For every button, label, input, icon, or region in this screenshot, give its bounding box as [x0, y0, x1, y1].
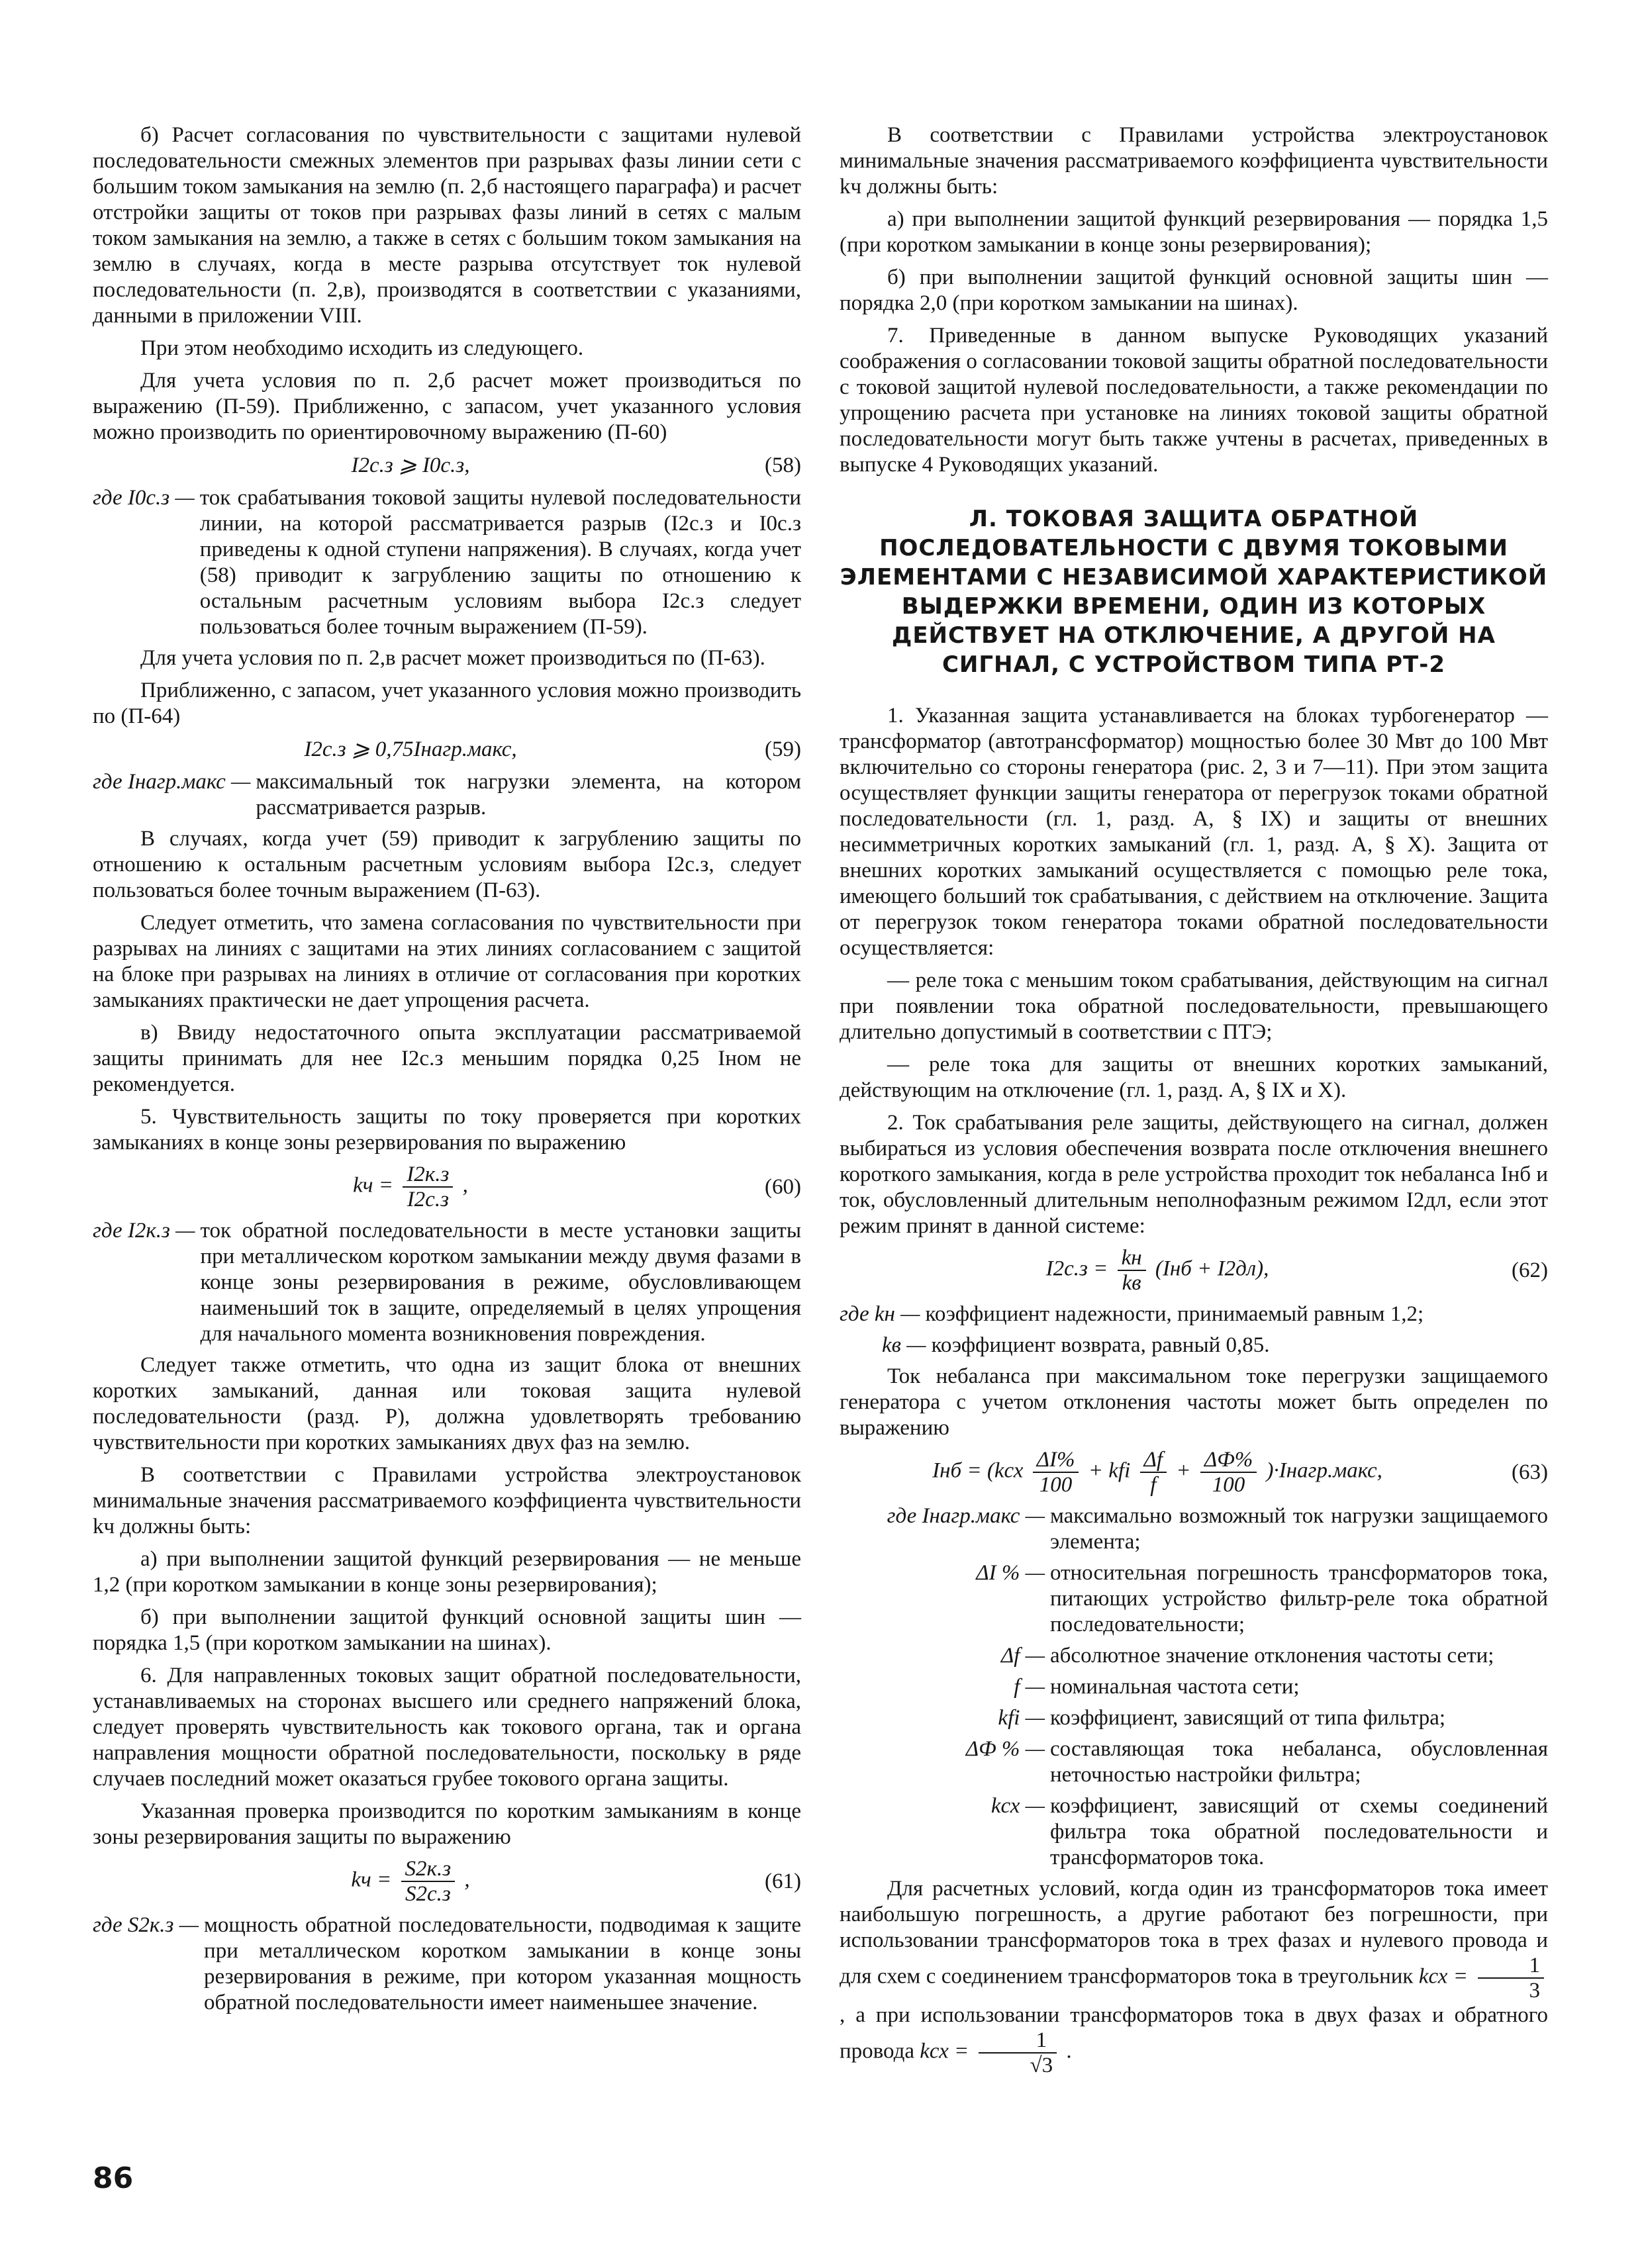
definition-term: где I2к.з — — [93, 1219, 195, 1243]
definition-text: коэффициент надежности, принимаемый равным 1,2; — [925, 1302, 1424, 1326]
paragraph — [840, 1876, 1548, 2077]
definition — [93, 485, 801, 640]
definition-term: где I0с.з — — [93, 486, 195, 510]
fraction-denominator: f — [1150, 1473, 1157, 1497]
paragraph-text: . — [1066, 2039, 1072, 2063]
fraction-denominator: 100 — [1039, 1473, 1073, 1497]
equation-tail: , — [462, 1173, 468, 1198]
paragraph: Ток небаланса при максимальном токе перегрузки защищаемого генератора с учетом отклонения частоты может быть определен по выражению — [840, 1364, 1548, 1440]
fraction — [401, 1857, 456, 1906]
fraction — [1478, 1954, 1545, 2003]
definition-text: составляющая тока небаланса, обусловленная неточностью настройки фильтра; — [1050, 1737, 1548, 1787]
fraction-numerator: ΔI% — [1033, 1448, 1079, 1473]
left-column — [93, 122, 801, 2021]
definition — [840, 1793, 1548, 1871]
equation-tail: )·Iнагр.макс, — [1266, 1458, 1382, 1483]
paragraph: Приближенно, с запасом, учет указанного условия можно производить по (П-64) — [93, 679, 801, 728]
equation-number: (60) — [765, 1175, 801, 1199]
definition — [93, 769, 801, 821]
equation-tail: , — [464, 1867, 470, 1892]
fraction-numerator: S2к.з — [401, 1857, 456, 1882]
right-column — [840, 122, 1548, 2084]
paragraph: 6. Для направленных токовых защит обратной последовательности, устанавливаемых на сторонах высшего или среднего напряжений блока, следует проверять чувствительность как токового органа, так и органа направления мощности обратной последовательности, поскольку в ряде случаев последний может оказаться грубее токового органа защиты. — [93, 1664, 801, 1791]
fraction-numerator: kн — [1118, 1246, 1146, 1271]
definition — [840, 1705, 1548, 1731]
equation-lhs: kч = — [351, 1867, 392, 1892]
definition — [840, 1560, 1548, 1638]
section-heading: Л. ТОКОВАЯ ЗАЩИТА ОБРАТНОЙ ПОСЛЕДОВАТЕЛЬНОСТИ С ДВУМЯ ТОКОВЫМИ ЭЛЕМЕНТАМИ С НЕЗАВИСИМОЙ ХАРАКТЕРИСТИКОЙ ВЫДЕРЖКИ ВРЕМЕНИ, ОДИН ИЗ КОТОРЫХ ДЕЙСТВУЕТ НА ОТКЛЮЧЕНИЕ, А ДРУГОЙ НА СИГНАЛ, С УСТРОЙСТВОМ ТИПА РТ-2 — [840, 506, 1548, 678]
paragraph: В соответствии с Правилами устройства электроустановок минимальные значения рассматриваемого коэффициента чувствительности kч должны быть: — [93, 1463, 801, 1538]
fraction-numerator: 1 — [979, 2028, 1057, 2054]
definition — [840, 1333, 1548, 1358]
definition — [840, 1643, 1548, 1669]
paragraph: Следует отметить, что замена согласования по чувствительности при разрывах на линиях с защитами на этих линиях согласованием с защитой на блоке при разрывах на линиях в отличие от согласования при коротких замыканиях практически не дает упрощения расчета. — [93, 911, 801, 1012]
definition-term: Δf — — [1000, 1644, 1045, 1668]
definition-text: ток срабатывания токовой защиты нулевой последовательности линии, на которой рассматривается разрыв (I2с.з и I0с.з приведены к одной ступени напряжения). В случаях, когда учет (58) приводит к загрублению защиты по отношению к остальным расчетным условиям выбора I2с.з следует пользоваться более точным выражением (П-59). — [199, 486, 801, 639]
fraction — [403, 1162, 453, 1211]
fraction-denominator: I2с.з — [407, 1188, 449, 1211]
definition-term: kсх — — [990, 1794, 1045, 1818]
definition-term: kв — — [882, 1333, 926, 1357]
definition-text: номинальная частота сети; — [1050, 1675, 1300, 1699]
paragraph: Указанная проверка производится по коротким замыканиям в конце зоны резервирования защиты по выражению — [93, 1799, 801, 1849]
equation-body — [93, 1162, 728, 1211]
fraction-denominator: √3 — [1030, 2054, 1053, 2077]
fraction — [1033, 1448, 1079, 1497]
equation-part: + kfi — [1088, 1458, 1131, 1483]
definition-text: максимально возможный ток нагрузки защищаемого элемента; — [1050, 1504, 1548, 1554]
definition-text: относительная погрешность трансформаторов тока, питающих устройство фильтр-реле тока обратной последовательности; — [1050, 1561, 1548, 1636]
definition-term: где Iнагр.макс — — [93, 770, 251, 794]
definition-term: kfi — — [998, 1706, 1045, 1730]
equation-62 — [840, 1246, 1548, 1295]
equation-number: (59) — [765, 737, 801, 761]
paragraph: б) при выполнении защитой функций основной защиты шин — порядка 2,0 (при коротком замыкании на шинах). — [840, 265, 1548, 315]
definition-text: ток обратной последовательности в месте установки защиты при металлическом коротком замыкании между двумя фазами в конце зоны резервирования в режиме, обусловливающем наименьший ток в защите, определяемый в целях упрощения для начального момента возникновения повреждения. — [200, 1219, 801, 1346]
definition — [840, 1503, 1548, 1555]
paragraph: 5. Чувствительность защиты по току проверяется при коротких замыканиях в конце зоны резервирования по выражению — [93, 1105, 801, 1155]
equation-body — [93, 1857, 728, 1906]
paragraph: В случаях, когда учет (59) приводит к загрублению защиты по отношению к остальным расчетным условиям выбора I2с.з, следует пользоваться более точным выражением (П-63). — [93, 827, 801, 902]
paragraph: Для учета условия по п. 2,б расчет может производиться по выражению (П-59). Приближенно, с запасом, учет указанного условия можно производить по ориентировочному выражению (П-60) — [93, 369, 801, 444]
fraction-denominator: 100 — [1212, 1473, 1245, 1497]
equation-lhs: Iнб = (kсх — [932, 1458, 1024, 1483]
paragraph: в) Ввиду недостаточного опыта эксплуатации рассматриваемой защиты принимать для нее I2с.з меньшим порядка 0,25 Iном не рекомендуется. — [93, 1021, 801, 1096]
definition-term: ΔI % — — [976, 1561, 1045, 1585]
definition-term: где kн — — [840, 1302, 920, 1326]
definition-text: коэффициент, зависящий от типа фильтра; — [1050, 1706, 1446, 1730]
paragraph: б) при выполнении защитой функций основной защиты шин — порядка 1,5 (при коротком замыкании на шинах). — [93, 1605, 801, 1655]
definition — [93, 1913, 801, 2016]
paragraph: В соответствии с Правилами устройства электроустановок минимальные значения рассматриваемого коэффициента чувствительности kч должны быть: — [840, 123, 1548, 199]
equation-61 — [93, 1857, 801, 1906]
paragraph-text: , а при использовании трансформаторов тока в двух фазах и обратного провода — [840, 2003, 1548, 2063]
fraction — [1140, 1448, 1167, 1497]
paragraph: 1. Указанная защита устанавливается на блоках турбогенератор — трансформатор (автотрансформатор) мощностью более 30 Мвт до 100 Мвт включительно со стороны генератора (рис. 2, 3 и 7—11). При этом защита осуществляет функции защиты генератора от перегрузок токами обратной последовательности (гл. 1, разд. А, § IX) и защиты от внешних несимметричных коротких замыканий (гл. 1, разд. А, § X). Защита от внешних коротких замыканий осуществляется с помощью реле тока, имеющего больший ток срабатывания, с действием на отключение. Защита от перегрузок током генератора токами обратной последовательности осуществляется: — [840, 704, 1548, 960]
definition-text: абсолютное значение отклонения частоты сети; — [1050, 1644, 1494, 1668]
fraction — [979, 2028, 1057, 2077]
paragraph: — реле тока с меньшим током срабатывания, действующим на сигнал при появлении тока обратной последовательности, превышающего длительно допустимый в соответствии с ПТЭ; — [840, 969, 1548, 1044]
paragraph: б) Расчет согласования по чувствительности с защитами нулевой последовательности смежных элементов при разрывах фазы линии сети с большим током замыкания на землю (п. 2,б настоящего параграфа) и расчет отстройки защиты от токов при разрывах фазы линий в сетях с малым током замыкания на землю, а также в сетях с большим током замыкания на землю в случаях, когда в месте разрыва отсутствует ток нулевой последовательности (п. 2,в), производятся в соответствии с указаниями, данными в приложении VIII. — [93, 123, 801, 328]
fraction-numerator: 1 — [1478, 1954, 1545, 1979]
definition-term: f — — [1014, 1675, 1045, 1699]
equation-number: (62) — [1512, 1258, 1548, 1282]
paragraph-text: Для расчетных условий, когда один из трансформаторов тока имеет наибольшую погрешность, а другие работают без погрешности, при использовании трансформаторов тока в трех фазах и нулевого провода и для схем с соединением трансформаторов тока в треугольник — [840, 1877, 1548, 1989]
equation-59 — [93, 736, 801, 763]
equation-body — [840, 1448, 1475, 1497]
fraction — [1200, 1448, 1257, 1497]
equation-number: (58) — [765, 453, 801, 477]
paragraph: а) при выполнении защитой функций резервирования — не меньше 1,2 (при коротком замыкании в конце зоны резервирования); — [93, 1547, 801, 1597]
equation-63 — [840, 1448, 1548, 1497]
equation-58 — [93, 452, 801, 479]
paragraph: Следует также отметить, что одна из защит блока от внешних коротких замыканий, данная или токовая защита нулевой последовательности (разд. Р), должна удовлетворять требованию чувствительности при коротких замыканиях двух фаз на землю. — [93, 1353, 801, 1454]
paragraph: При этом необходимо исходить из следующего. — [140, 336, 584, 360]
paragraph: — реле тока для защиты от внешних коротких замыканий, действующим на отключение (гл. 1, разд. А, § IX и X). — [840, 1053, 1548, 1102]
equation-number: (61) — [765, 1869, 801, 1893]
definition-text: мощность обратной последовательности, подводимая к защите при металлическом коротком замыкании в конце зоны резервирования в режиме, при котором указанная мощность обратной последовательности имеет наименьшее значение. — [204, 1913, 801, 2014]
definition-term: где Iнагр.макс — — [887, 1504, 1045, 1528]
definition — [840, 1301, 1548, 1327]
paragraph: Для учета условия по п. 2,в расчет может производиться по (П-63). — [140, 646, 765, 670]
equation-part: + — [1176, 1458, 1191, 1483]
paragraph: 2. Ток срабатывания реле защиты, действующего на сигнал, должен выбираться из условия обеспечения возврата после отключения внешнего короткого замыкания, когда в реле устройства проходит ток небаланса Iнб и ток, обусловленный длительным неполнофазным режимом I2дл, если этот режим принят в данной системе: — [840, 1111, 1548, 1238]
definition-term: ΔФ % — — [965, 1737, 1045, 1761]
fraction-denominator: S2с.з — [405, 1882, 451, 1906]
fraction-denominator: kв — [1122, 1271, 1141, 1295]
equation-tail: (Iнб + I2дл), — [1155, 1256, 1269, 1281]
equation-lhs: I2с.з = — [1045, 1256, 1108, 1281]
definition-text: коэффициент, зависящий от схемы соединений фильтра тока обратной последовательности и трансформаторов тока. — [1050, 1794, 1548, 1869]
definition — [840, 1674, 1548, 1700]
equation-body: I2с.з ⩾ I0с.з, — [351, 453, 470, 477]
inline-formula: kсх = — [920, 2039, 969, 2063]
definition — [93, 1218, 801, 1347]
equation-body — [840, 1246, 1475, 1295]
inline-formula: kсх = — [1418, 1964, 1469, 1989]
fraction — [1118, 1246, 1146, 1295]
page-number: 86 — [93, 2161, 134, 2195]
paragraph: а) при выполнении защитой функций резервирования — порядка 1,5 (при коротком замыкании в конце зоны резервирования); — [840, 207, 1548, 257]
fraction-denominator: 3 — [1529, 1979, 1540, 2003]
equation-number: (63) — [1512, 1460, 1548, 1484]
fraction-numerator: Δf — [1140, 1448, 1167, 1473]
definition-text: коэффициент возврата, равный 0,85. — [931, 1333, 1270, 1357]
fraction-numerator: I2к.з — [403, 1162, 453, 1188]
equation-body: I2с.з ⩾ 0,75Iнагр.макс, — [304, 737, 517, 761]
equation-60 — [93, 1162, 801, 1211]
definition-term: где S2к.з — — [93, 1913, 199, 1937]
paragraph: 7. Приведенные в данном выпуске Руководящих указаний соображения о согласовании токовой защиты обратной последовательности с токовой защитой нулевой последовательности, а также рекомендации по упрощению расчета при установке на линиях токовой защиты обратной последовательности могут быть также учтены в расчетах, приведенных в выпуске 4 Руководящих указаний. — [840, 324, 1549, 477]
definition — [840, 1736, 1548, 1788]
fraction-numerator: ΔФ% — [1200, 1448, 1257, 1473]
definition-text: максимальный ток нагрузки элемента, на котором рассматривается разрыв. — [256, 770, 801, 820]
equation-lhs: kч = — [353, 1173, 394, 1198]
